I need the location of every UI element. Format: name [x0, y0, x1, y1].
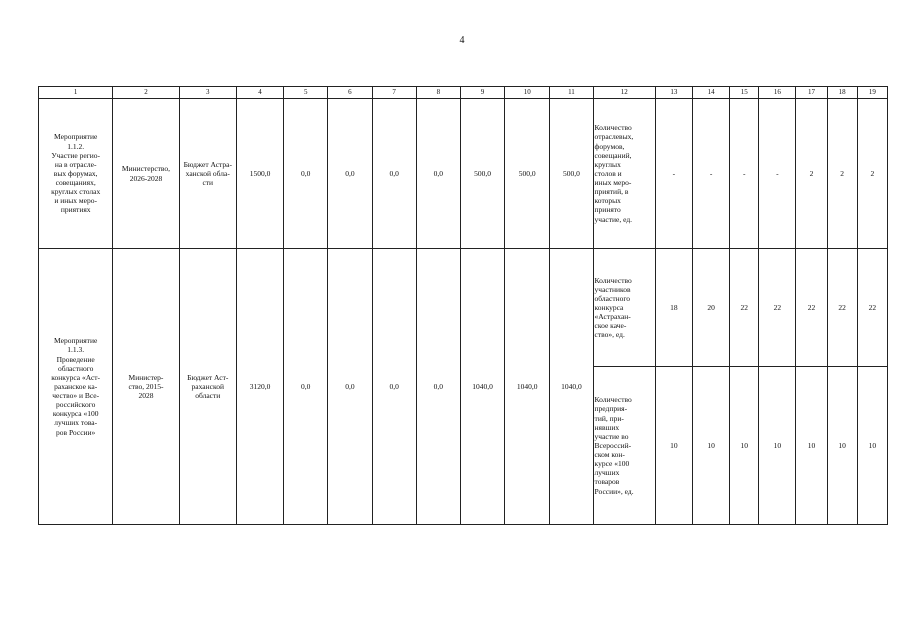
amount-cell: 1040,0 — [550, 249, 593, 525]
column-number: 11 — [550, 87, 593, 99]
amount-cell: 0,0 — [284, 99, 328, 249]
indicator-value: 22 — [796, 249, 827, 367]
indicator-value: 10 — [796, 367, 827, 525]
column-number: 17 — [796, 87, 827, 99]
amount-total: 1500,0 — [236, 99, 283, 249]
amount-cell: 1040,0 — [460, 249, 504, 525]
column-number: 5 — [284, 87, 328, 99]
column-number-row — [39, 87, 888, 99]
indicator-value: - — [655, 99, 692, 249]
indicator-value: 20 — [693, 249, 730, 367]
column-number: 1 — [39, 87, 113, 99]
indicator-value: 2 — [857, 99, 887, 249]
indicator-value: - — [759, 99, 796, 249]
indicator-value: 22 — [759, 249, 796, 367]
indicator-value: - — [730, 99, 759, 249]
page-number: 4 — [459, 35, 465, 46]
amount-cell: 0,0 — [372, 249, 416, 525]
indicator-value: 10 — [693, 367, 730, 525]
amount-cell: 0,0 — [328, 249, 372, 525]
column-number: 19 — [857, 87, 887, 99]
indicator-name: Количество отраслевых, форумов, совещаний, круглых столов и иных меро- приятий, в которых принято участие, ед. — [593, 99, 655, 249]
indicator-value: 10 — [655, 367, 692, 525]
funding-source: Бюджет Астра- ханской обла- сти — [179, 99, 236, 249]
amount-cell: 500,0 — [505, 99, 550, 249]
amount-cell: 0,0 — [416, 99, 460, 249]
indicator-name: Количество участников областного конкурса «Астрахан- ское каче- ство», ед. — [593, 249, 655, 367]
event-name: Мероприятие 1.1.3. Проведение областного конкурса «Аст- раханское ка- чество» и Все- российского конкурса «100 лучших това- ров России» — [39, 249, 113, 525]
amount-cell: 0,0 — [372, 99, 416, 249]
column-number: 16 — [759, 87, 796, 99]
column-number: 12 — [593, 87, 655, 99]
indicator-value: 10 — [759, 367, 796, 525]
program-activities-table — [38, 86, 888, 525]
amount-total: 3120,0 — [236, 249, 283, 525]
column-number: 4 — [236, 87, 283, 99]
column-number: 10 — [505, 87, 550, 99]
indicator-value: 22 — [730, 249, 759, 367]
indicator-value: - — [693, 99, 730, 249]
column-number: 14 — [693, 87, 730, 99]
executor-period: Министерство, 2026-2028 — [113, 99, 179, 249]
indicator-value: 10 — [730, 367, 759, 525]
column-number: 8 — [416, 87, 460, 99]
column-number: 18 — [827, 87, 857, 99]
table-row-event-1-1-2 — [39, 99, 888, 249]
amount-cell: 1040,0 — [505, 249, 550, 525]
amount-cell: 500,0 — [460, 99, 504, 249]
indicator-name: Количество предприя- тий, при- нявших участие во Всероссий- ском кон- курсе «100 лучших товаров России», ед. — [593, 367, 655, 525]
table-row-event-1-1-3 — [39, 249, 888, 367]
column-number: 15 — [730, 87, 759, 99]
column-number: 3 — [179, 87, 236, 99]
indicator-value: 22 — [857, 249, 887, 367]
indicator-value: 2 — [796, 99, 827, 249]
indicator-value: 10 — [857, 367, 887, 525]
indicator-value: 22 — [827, 249, 857, 367]
indicator-value: 2 — [827, 99, 857, 249]
amount-cell: 500,0 — [550, 99, 593, 249]
column-number: 9 — [460, 87, 504, 99]
amount-cell: 0,0 — [416, 249, 460, 525]
funding-source: Бюджет Аст- раханской области — [179, 249, 236, 525]
amount-cell: 0,0 — [328, 99, 372, 249]
executor-period: Министер- ство, 2015- 2028 — [113, 249, 179, 525]
indicator-value: 10 — [827, 367, 857, 525]
column-number: 2 — [113, 87, 179, 99]
indicator-value: 18 — [655, 249, 692, 367]
event-name: Мероприятие 1.1.2. Участие регио- на в отрасле- вых форумах, совещаниях, круглых столах и иных меро- приятиях — [39, 99, 113, 249]
column-number: 7 — [372, 87, 416, 99]
column-number: 13 — [655, 87, 692, 99]
column-number: 6 — [328, 87, 372, 99]
amount-cell: 0,0 — [284, 249, 328, 525]
